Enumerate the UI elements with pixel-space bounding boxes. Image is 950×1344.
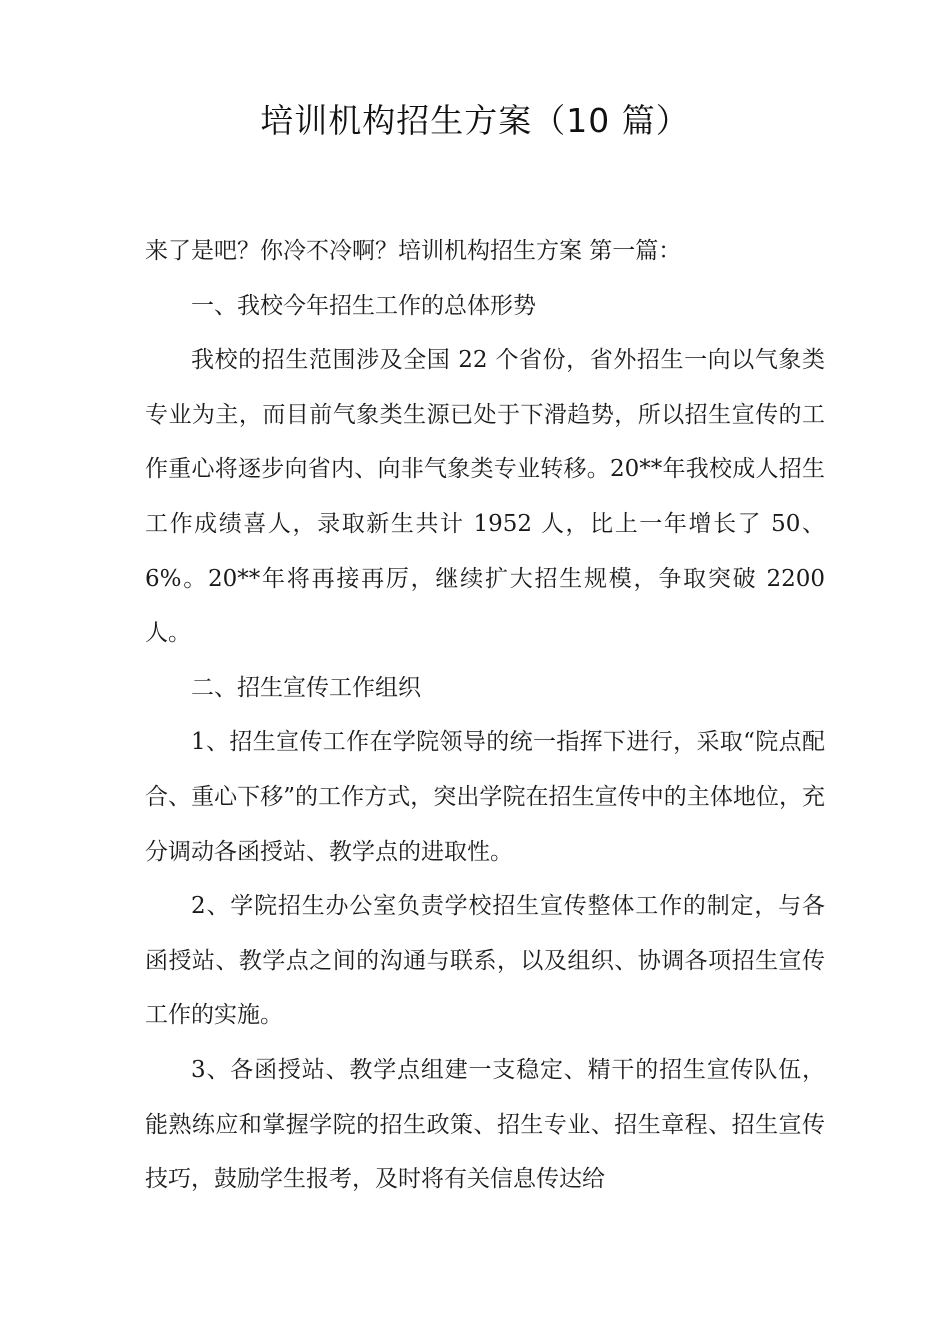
section-heading-1: 一、我校今年招生工作的总体形势: [191, 292, 536, 319]
document-body: [145, 224, 825, 1207]
document-title: 培训机构招生方案（10 篇）: [260, 101, 690, 140]
paragraph-item-3: 3、各函授站、教学点组建一支稳定、精干的招生宣传队伍，能熟练应和掌握学院的招生政策、招生专业、招生章程、招生宣传技巧，鼓励学生报考，及时将有关信息传达给: [145, 1056, 825, 1193]
paragraph-item-2: 2、学院招生办公室负责学校招生宣传整体工作的制定，与各函授站、教学点之间的沟通与联系，以及组织、协调各项招生宣传工作的实施。: [145, 893, 825, 1029]
paragraph-item-1: 1、招生宣传工作在学院领导的统一指挥下进行，采取“院点配合、重心下移”的工作方式，突出学院在招生宣传中的主体地位，充分调动各函授站、教学点的进取性。: [145, 729, 825, 865]
paragraph-situation: 我校的招生范围涉及全国 22 个省份，省外招生一向以气象类专业为主，而目前气象类生源已处于下滑趋势，所以招生宣传的工作重心将逐步向省内、向非气象类专业转移。20**年我校成人招生工作成绩喜人，录取新生共计 1952 人，比上一年增长了 50、6%。20**年将再接再厉，继续扩大招生规模，争取突破 2200 人。: [145, 347, 825, 647]
paragraph-intro: 来了是吧？你冷不冷啊？培训机构招生方案 第一篇：: [145, 238, 682, 264]
section-heading-2: 二、招生宣传工作组织: [191, 674, 421, 701]
